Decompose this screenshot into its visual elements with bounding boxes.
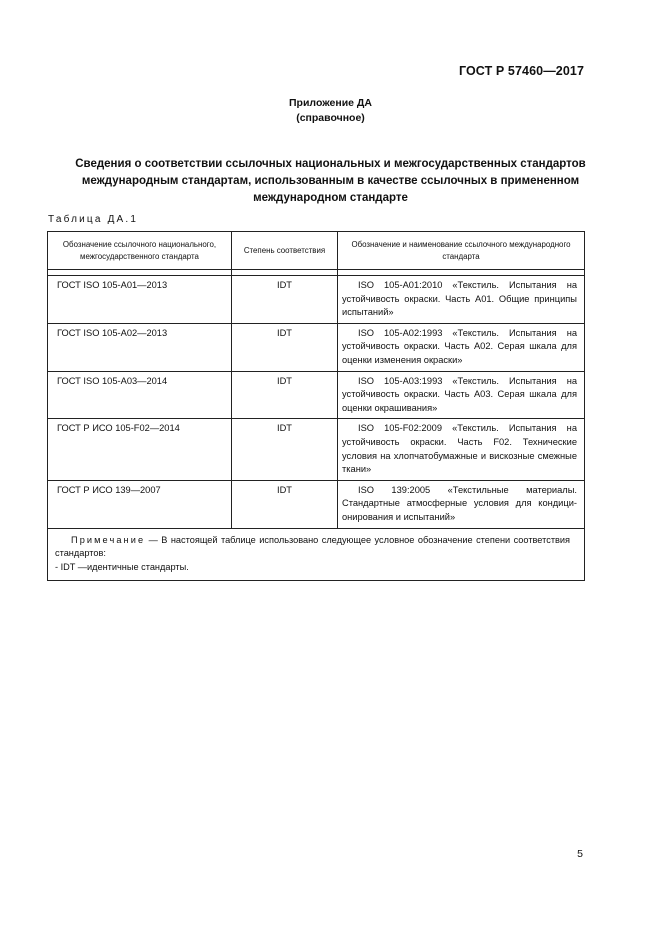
national-standard-cell: ГОСТ ISO 105-A02—2013 (48, 323, 232, 371)
table-header-row (48, 232, 585, 270)
degree-cell: IDT (232, 276, 338, 324)
international-standard-cell: ISO 105-A02:1993 «Текстиль. Испытания на устойчивость окраски. Часть А02. Серая шкала для оценки изменения окраски» (338, 323, 585, 371)
international-standard-cell: ISO 139:2005 «Текстильные материалы. Стандартные атмосферные условия для кондиционирования и испытаний» (338, 480, 585, 528)
table-row (48, 276, 585, 324)
degree-cell: IDT (232, 323, 338, 371)
note-paragraph (55, 534, 570, 561)
column-header-national-standard: Обозначение ссылочного национального, межгосударственного стандарта (48, 232, 232, 270)
document-title-line-2: международным стандартам, использованным в качестве ссылочных в примененном (81, 175, 580, 187)
document-title (48, 156, 613, 207)
national-standard-cell: ГОСТ ISO 105-A01—2013 (48, 276, 232, 324)
column-header-international-standard: Обозначение и наименование ссылочного международного стандарта (338, 232, 585, 270)
note-item: - IDT —идентичные стандарты. (55, 561, 189, 572)
appendix-subtitle: (справочное) (296, 112, 365, 124)
table-note-row (48, 528, 585, 581)
page-number: 5 (577, 848, 583, 860)
degree-cell: IDT (232, 371, 338, 419)
degree-cell: IDT (232, 480, 338, 528)
note-text: В настоящей таблице использовано следующее условное обозначение степени соответствия стандартов: (55, 534, 571, 558)
table-label: Таблица ДА.1 (48, 214, 139, 225)
degree-cell: IDT (232, 419, 338, 480)
document-code: ГОСТ Р 57460—2017 (458, 64, 584, 78)
table-row (48, 371, 585, 419)
appendix-title: Приложение ДА (289, 97, 372, 109)
national-standard-cell: ГОСТ Р ИСО 139—2007 (48, 480, 232, 528)
table-row (48, 480, 585, 528)
international-standard-cell: ISO 105-A01:2010 «Текстиль. Испытания на устойчивость окраски. Часть А01. Общие принципы испытаний» (338, 276, 585, 324)
national-standard-cell: ГОСТ ISO 105-A03—2014 (48, 371, 232, 419)
document-title-line-1: Сведения о соответствии ссылочных национальных и межгосударственных стандартов (75, 158, 586, 170)
table-row (48, 323, 585, 371)
note-dash: — (145, 534, 162, 545)
appendix-heading (0, 96, 661, 126)
table-row (48, 419, 585, 480)
national-standard-cell: ГОСТ Р ИСО 105-F02—2014 (48, 419, 232, 480)
column-header-degree: Степень соответствия (232, 232, 338, 270)
table-note (48, 528, 585, 581)
international-standard-cell: ISO 105-F02:2009 «Текстиль. Испытания на устойчивость окраски. Часть F02. Технические условия на хлопчатобумажные и вискозные смежные ткани» (338, 419, 585, 480)
international-standard-cell: ISO 105-A03:1993 «Текстиль. Испытания на устойчивость окраски. Часть А03. Серая шкала для оценки окрашивания» (338, 371, 585, 419)
document-title-line-3: международном стандарте (253, 192, 408, 204)
note-lead: Примечание (71, 534, 146, 545)
references-table (47, 231, 585, 581)
